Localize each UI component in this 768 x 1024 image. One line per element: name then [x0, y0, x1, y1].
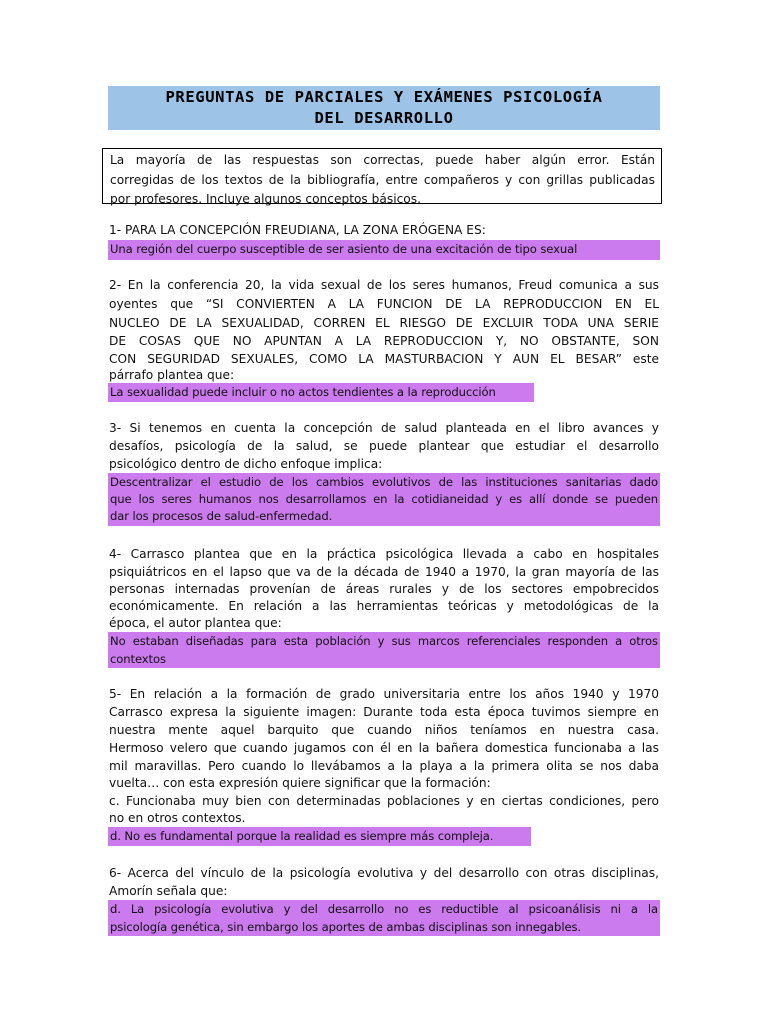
question-5-text: nuestra mente aquel barquito que cuando niños teníamos en nuestra casa. [109, 723, 659, 737]
question-4-text: 4- Carrasco plantea que en la práctica psicológica llevada a cabo en hospitales [109, 547, 659, 561]
question-5-text: 5- En relación a la formación de grado universitaria entre los años 1940 y 1970 [109, 687, 659, 701]
question-5-option-c: c. Funcionaba muy bien con determinadas poblaciones y en ciertas condiciones, pero [109, 794, 659, 808]
question-2-answer: La sexualidad puede incluir o no actos tendientes a la reproducción [110, 385, 496, 399]
question-5-option-c: no en otros contextos. [109, 811, 246, 825]
question-5-text: Hermoso velero que cuando jugamos con él en la bañera domestica funcionaba a las [109, 741, 659, 755]
intro-note-box [102, 148, 662, 204]
intro-line: La mayoría de las respuestas son correctas, puede haber algún error. Están [110, 153, 655, 167]
question-2-text: NUCLEO DE LA SEXUALIDAD, CORREN EL RIESGO DE EXCLUIR TODA UNA SERIE [109, 316, 659, 330]
question-3-text: desafíos, psicología de la salud, se puede plantear que estudiar el desarrollo [109, 439, 659, 453]
question-6-answer: d. La psicología evolutiva y del desarrollo no es reductible al psicoanálisis ni a la [110, 902, 658, 916]
question-4-text: económicamente. En relación a las herramientas teóricas y metodológicas de la [109, 599, 659, 613]
title-line-1: PREGUNTAS DE PARCIALES Y EXÁMENES PSICOLOGÍA [165, 88, 603, 106]
question-6-text: Amorín señala que: [109, 884, 228, 898]
question-5-answer: d. No es fundamental porque la realidad es siempre más compleja. [110, 829, 494, 843]
intro-line: por profesores. Incluye algunos conceptos básicos. [110, 192, 421, 206]
question-4-answer: contextos [110, 652, 166, 666]
intro-line: corregidas de los textos de la bibliografía, entre compañeros y con grillas publicadas [110, 172, 655, 187]
question-5-text: Carrasco expresa la siguiente imagen: Durante toda esta época tuvimos siempre en [109, 705, 659, 719]
page-title [108, 86, 660, 130]
question-4-answer: No estaban diseñadas para esta población y sus marcos referenciales responden a otros [110, 634, 658, 648]
question-5-text: vuelta… con esta expresión quiere significar que la formación: [109, 776, 491, 790]
question-3-text: psicológico dentro de dicho enfoque implica: [109, 457, 383, 471]
question-2-text: CON SEGURIDAD SEXUALES, COMO LA MASTURBACION Y AUN EL BESAR” este [109, 352, 659, 366]
title-line-2: DEL DESARROLLO [314, 109, 454, 127]
question-4-text: personas internadas provenían de áreas rurales y de los sectores empobrecidos [109, 582, 659, 596]
question-3-answer: Descentralizar el estudio de los cambios evolutivos de las instituciones sanitarias dado [110, 475, 658, 489]
question-2-text: DE COSAS QUE NO APUNTAN A LA REPRODUCCION Y, NO OBSTANTE, SON [109, 334, 659, 348]
question-6-answer: psicología genética, sin embargo los aportes de ambas disciplinas son innegables. [110, 920, 581, 934]
question-4-text: época, el autor plantea que: [109, 616, 282, 630]
question-4-text: psiquiátricos en el lapso que va de la década de 1940 a 1970, la gran mayoría de las [109, 565, 659, 579]
question-2-text: párrafo plantea que: [109, 368, 235, 382]
question-2-text: 2- En la conferencia 20, la vida sexual de los seres humanos, Freud comunica a sus [109, 278, 659, 292]
question-5-text: mil maravillas. Pero cuando lo llevábamos a la playa a la primera olita se nos daba [109, 759, 659, 773]
question-3-text: 3- Si tenemos en cuenta la concepción de salud planteada en el libro avances y [109, 421, 659, 435]
question-6-text: 6- Acerca del vínculo de la psicología evolutiva y del desarrollo con otras disciplinas, [109, 866, 659, 880]
question-1-answer: Una región del cuerpo susceptible de ser asiento de una excitación de tipo sexual [110, 242, 578, 256]
question-3-answer: dar los procesos de salud-enfermedad. [110, 509, 333, 523]
question-2-text: oyentes que “SI CONVIERTEN A LA FUNCION DE LA REPRODUCCION EN EL [109, 297, 659, 311]
question-1-text: 1- PARA LA CONCEPCIÓN FREUDIANA, LA ZONA ERÓGENA ES: [109, 223, 486, 237]
question-3-answer: que los seres humanos nos desarrollamos en la cotidianeidad y es allí donde se pueden [110, 492, 658, 506]
